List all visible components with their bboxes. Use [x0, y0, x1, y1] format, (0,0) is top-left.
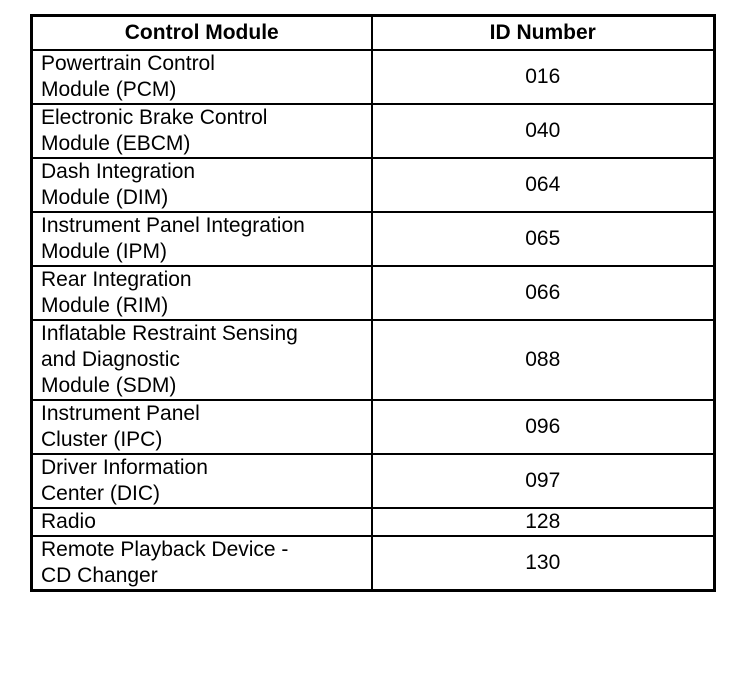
id-number-cell: 065 — [372, 212, 715, 266]
id-number-cell: 096 — [372, 400, 715, 454]
id-number-cell: 066 — [372, 266, 715, 320]
id-number-cell: 040 — [372, 104, 715, 158]
control-module-cell: Driver Information Center (DIC) — [32, 454, 372, 508]
id-number-cell: 064 — [372, 158, 715, 212]
table-row — [32, 104, 715, 158]
id-number-cell: 097 — [372, 454, 715, 508]
table-row — [32, 454, 715, 508]
table-row — [32, 400, 715, 454]
column-header-id-number: ID Number — [372, 16, 715, 51]
id-number-cell: 128 — [372, 508, 715, 536]
control-module-cell: Instrument Panel Integration Module (IPM) — [32, 212, 372, 266]
table-row — [32, 266, 715, 320]
table-row — [32, 536, 715, 591]
control-module-cell: Dash Integration Module (DIM) — [32, 158, 372, 212]
control-module-cell: Rear Integration Module (RIM) — [32, 266, 372, 320]
control-module-cell: Radio — [32, 508, 372, 536]
control-module-id-table — [30, 14, 716, 592]
column-header-control-module: Control Module — [32, 16, 372, 51]
control-module-cell: Remote Playback Device - CD Changer — [32, 536, 372, 591]
id-number-cell: 130 — [372, 536, 715, 591]
control-module-cell: Instrument Panel Cluster (IPC) — [32, 400, 372, 454]
table-row — [32, 508, 715, 536]
table-row — [32, 320, 715, 400]
control-module-cell: Powertrain Control Module (PCM) — [32, 50, 372, 104]
control-module-cell: Electronic Brake Control Module (EBCM) — [32, 104, 372, 158]
id-number-cell: 088 — [372, 320, 715, 400]
table-row — [32, 158, 715, 212]
table-row — [32, 50, 715, 104]
id-number-cell: 016 — [372, 50, 715, 104]
control-module-cell: Inflatable Restraint Sensing and Diagnostic Module (SDM) — [32, 320, 372, 400]
table-header-row — [32, 16, 715, 51]
table-row — [32, 212, 715, 266]
